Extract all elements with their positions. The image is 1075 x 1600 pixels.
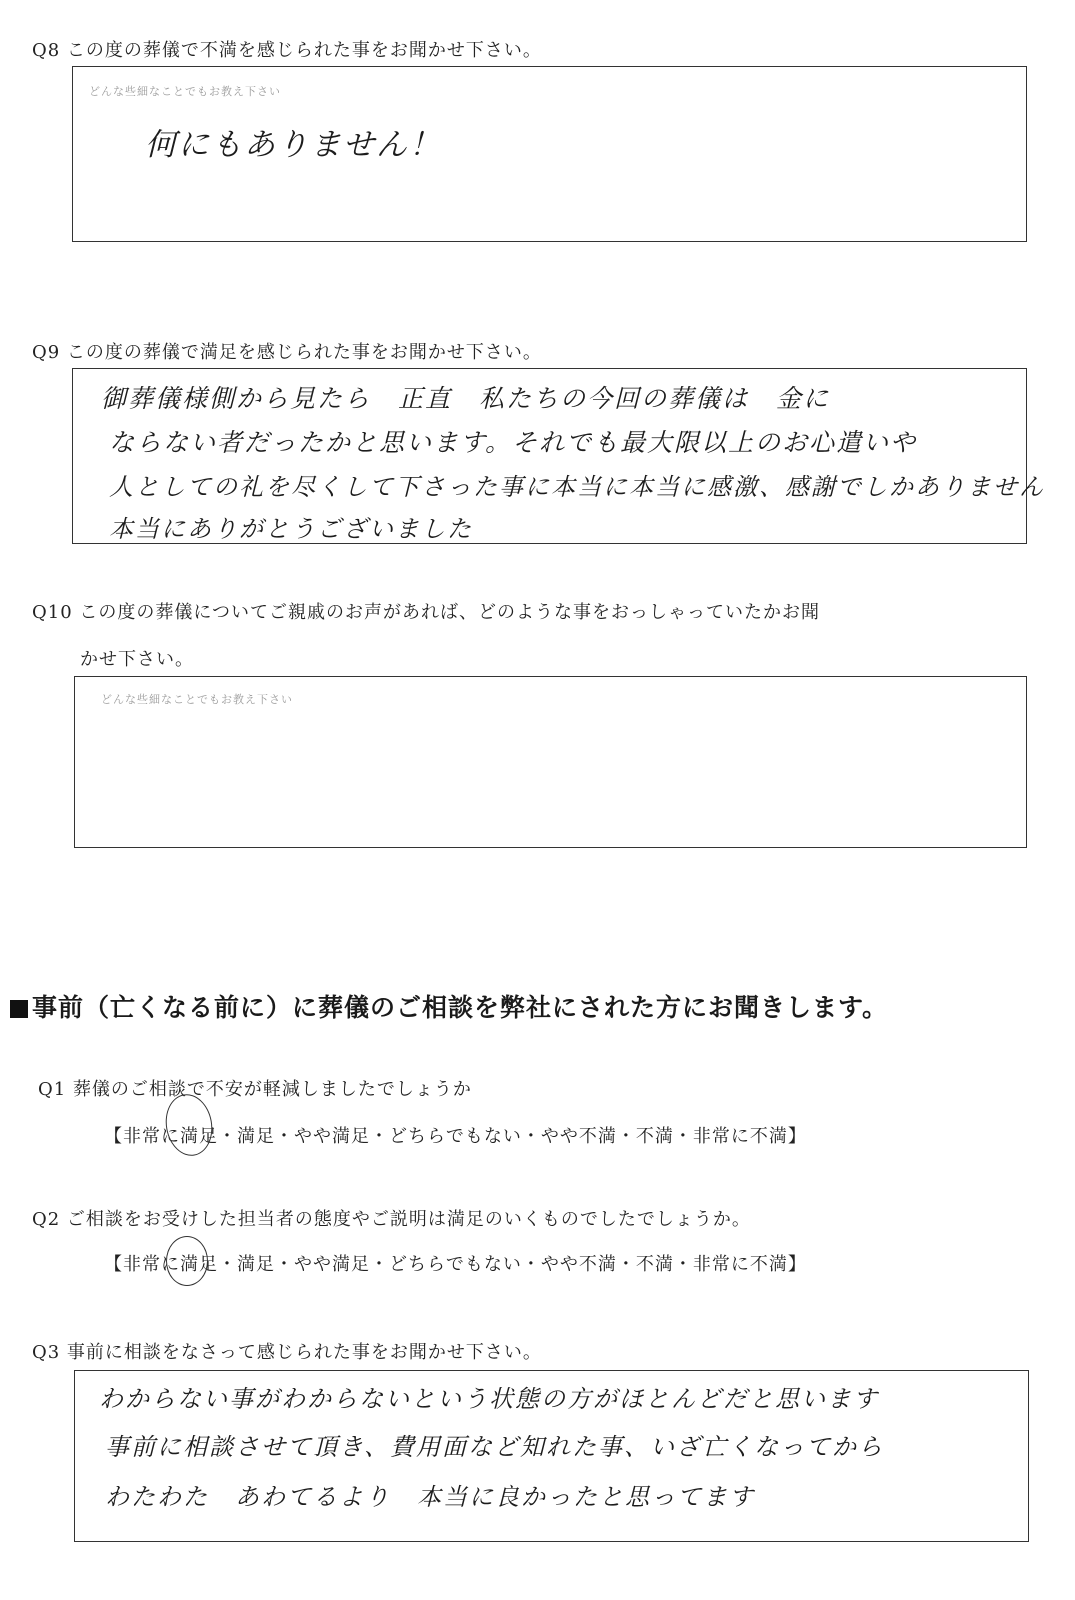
- q9-answer-line-4: 本当にありがとうございました: [109, 515, 473, 543]
- sq1-question: Q1 葬儀のご相談で不安が軽減しましたでしょうか: [38, 1079, 472, 1100]
- q9-answer-box: [72, 368, 1045, 544]
- q8-answer-box: [72, 66, 1027, 242]
- sq2-selected-circle: [166, 1236, 208, 1286]
- q9-question: Q9 この度の葬儀で満足を感じられた事をお聞かせ下さい。: [32, 342, 542, 363]
- q10-question-line-1: Q10 この度の葬儀についてご親戚のお声があれば、どのような事をおっしゃっていたかお聞: [32, 602, 821, 623]
- section-heading-text: 事前（亡くなる前に）に葬儀のご相談を弊社にされた方にお聞きします。: [32, 993, 889, 1022]
- sq1-rating-scale: 【非常に満足・満足・やや満足・どちらでもない・やや不満・不満・非常に不満】: [104, 1126, 807, 1147]
- sq2-question: Q2 ご相談をお受けした担当者の態度やご説明は満足のいくものでしたでしょうか。: [32, 1209, 751, 1230]
- q8-question: Q8 この度の葬儀で不満を感じられた事をお聞かせ下さい。: [32, 40, 542, 61]
- q8-handwritten-answer: 何にもありません！: [145, 127, 442, 163]
- sq3-answer-line-3: わたわた あわてるより 本当に良かったと思ってます: [105, 1483, 755, 1511]
- sq2-rating-scale: 【非常に満足・満足・やや満足・どちらでもない・やや不満・不満・非常に不満】: [104, 1254, 807, 1275]
- q10-answer-box: [74, 676, 1027, 848]
- q8-placeholder: どんな些細なことでもお教え下さい: [89, 85, 281, 98]
- sq3-answer-box: [74, 1370, 1029, 1542]
- black-square-icon: [10, 1000, 28, 1018]
- q10-question-line-2: かせ下さい。: [80, 649, 194, 670]
- sq3-answer-line-2: 事前に相談させて頂き、費用面など知れた事、いざ亡くなってから: [105, 1433, 885, 1461]
- q9-answer-line-2: ならない者だったかと思います。それでも最大限以上のお心遣いや: [109, 428, 918, 457]
- sq3-answer-line-1: わからない事がわからないという状態の方がほとんどだと思います: [99, 1385, 879, 1413]
- q10-placeholder: どんな些細なことでもお教え下さい: [101, 693, 293, 706]
- section-heading: [10, 988, 888, 1024]
- sq3-question: Q3 事前に相談をなさって感じられた事をお聞かせ下さい。: [32, 1342, 542, 1363]
- q9-answer-line-1: 御葬儀様側から見たら 正直 私たちの今回の葬儀は 金に: [101, 384, 831, 413]
- q9-answer-line-3: 人としての礼を尽くして下さった事に本当に本当に感激、感謝でしかありません: [109, 473, 1045, 501]
